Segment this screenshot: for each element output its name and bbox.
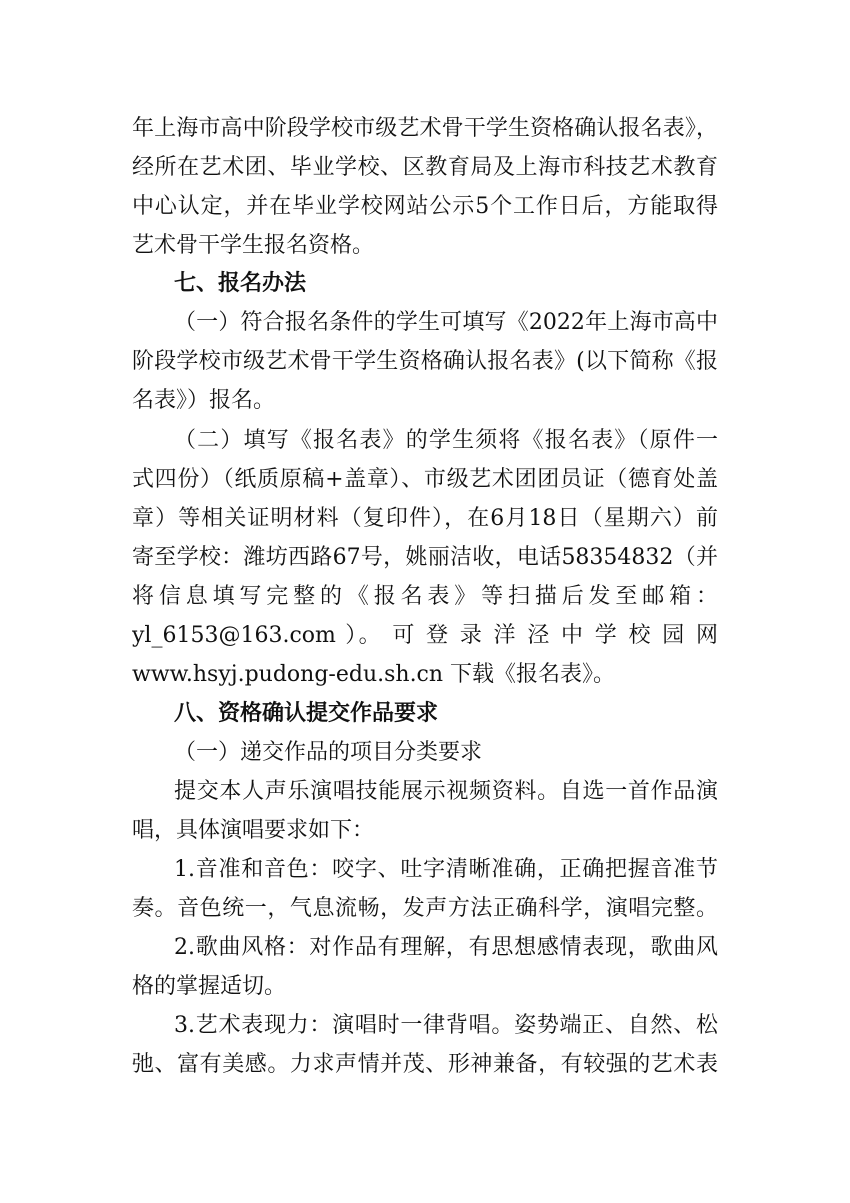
body-line-2: 经所在艺术团、毕业学校、区教育局及上海市科技艺术教育 xyxy=(132,155,718,180)
body-line-7: 阶段学校市级艺术骨干学生资格确认报名表》(以下简称《报 xyxy=(132,349,718,374)
body-line-22: 2.歌曲风格：对作品有理解，有思想感情表现，歌曲风 xyxy=(174,935,718,960)
body-line-23: 格的掌握适切。 xyxy=(132,974,287,999)
body-line-9: （二）填写《报名表》的学生须将《报名表》（原件一 xyxy=(174,428,718,453)
body-line-11: 章）等相关证明材料（复印件），在6月18日（星期六）前 xyxy=(132,506,718,531)
body-line-10: 式四份）（纸质原稿+盖章）、市级艺术团团员证（德育处盖 xyxy=(132,467,718,492)
section-heading-7: 七、报名办法 xyxy=(174,271,307,296)
body-line-18: 提交本人声乐演唱技能展示视频资料。自选一首作品演 xyxy=(174,779,718,804)
body-line-24: 3.艺术表现力：演唱时一律背唱。姿势端正、自然、松 xyxy=(174,1013,718,1038)
website-line: www.hsyj.pudong-edu.sh.cn 下载《报名表》。 xyxy=(132,662,616,687)
subsection-heading: （一）递交作品的项目分类要求 xyxy=(174,740,483,765)
body-line-1: 年上海市高中阶段学校市级艺术骨干学生资格确认报名表》， xyxy=(132,116,718,141)
email-line: yl_6153@163.com ）。 可 登 录 洋 泾 中 学 校 园 网 xyxy=(132,623,718,648)
body-line-6: （一）符合报名条件的学生可填写《2022年上海市高中 xyxy=(174,310,718,335)
body-line-20: 1.音准和音色：咬字、吐字清晰准确，正确把握音准节 xyxy=(174,857,718,882)
body-line-25: 弛、富有美感。力求声情并茂、形神兼备，有较强的艺术表 xyxy=(132,1052,718,1077)
body-line-19: 唱，具体演唱要求如下： xyxy=(132,818,375,843)
section-heading-8: 八、资格确认提交作品要求 xyxy=(174,701,439,726)
body-line-12: 寄至学校：潍坊西路67号，姚丽洁收，电话58354832（并 xyxy=(132,545,718,570)
body-line-13: 将信息填写完整的《报名表》等扫描后发至邮箱： xyxy=(132,584,718,609)
body-line-3: 中心认定，并在毕业学校网站公示5个工作日后，方能取得 xyxy=(132,194,718,219)
body-line-8: 名表》）报名。 xyxy=(132,388,276,413)
body-line-4: 艺术骨干学生报名资格。 xyxy=(132,233,375,258)
body-line-21: 奏。音色统一，气息流畅，发声方法正确科学，演唱完整。 xyxy=(132,896,718,921)
